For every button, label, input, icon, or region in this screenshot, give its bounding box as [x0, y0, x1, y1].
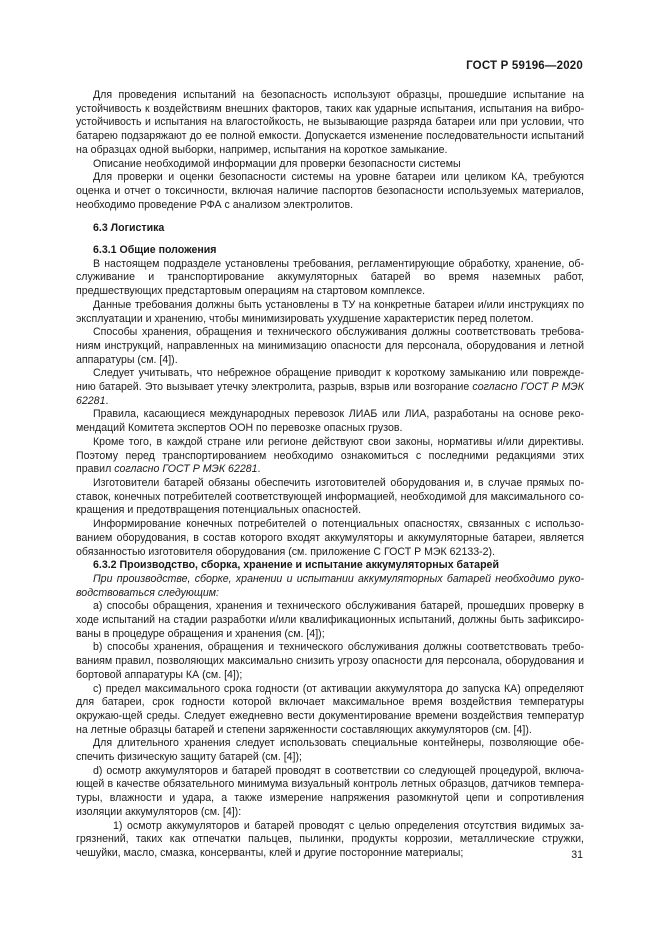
- paragraph-manufacturer-duties: Изготовители батарей обязаны обеспечить изготовителей оборудования и, в случае прямых по-ставок, конечных потребителей соответствующей информацией, необходимой для максимального со-кращения и предотвращения потенциальных опасностей.: [76, 476, 584, 517]
- text-run: Кроме того, в каждой стране или регионе действуют свои законы, нормативы и/или директивы. Поэтому перед транспортированием необходимо ознакомиться с последними редакциями этих правил: [76, 435, 584, 476]
- text-run: .: [257, 463, 261, 476]
- paragraph-info-description: Описание необходимой информации для проверки безопасности системы: [93, 157, 461, 170]
- paragraph-test-samples: Для проведения испытаний на безопасность используют образцы, прошедшие испытание на устойчивость к воздействиям внешних факторов, таких как ударные испытания, испытания на вибро-устойчивость и испытания на влагостойкость, не вызывающие разряда батареи или при условии, что батарею подзаряжают до ее полной емкости. Допускается изменение последовательности испытаний на образцах одной выборки, например, испытания на короткое замыкание.: [76, 89, 584, 156]
- paragraph-international-rules: Правила, касающиеся международных перевозок ЛИАБ или ЛИА, разработаны на основе реко-мендаций Комитета экспертов ООН по перевозке опасных грузов.: [76, 408, 584, 435]
- text-run: .: [105, 394, 109, 407]
- standard-reference: согласно ГОСТ Р МЭК 62281: [76, 381, 584, 407]
- list-item-b: b) способы хранения, обращения и технического обслуживания должны соответствовать требо-ваниям правил, позволяющих максимально снизить угрозу опасности для персонала, оборудования и бортовой аппаратуры КА (см. [4]);: [76, 641, 584, 681]
- list-item-c: с) предел максимального срока годности (от активации аккумулятора до запуска КА) определяют для батареи, срок годности которой включает максимальное время воздействия температуры окружаю-щей среды. Следует ежедневно вести документирование времени воздействия температур на летные образцы батарей и степени заряженности составляющих аккумуляторов (см. [4]).: [76, 682, 584, 736]
- list-item-d1: 1) осмотр аккумуляторов и батарей проводят с целью определения отсутствия видимых за-грязнений, таких как отпечатки пальцев, пылинки, продукты коррозии, металлические стружки, чешуйки, масло, смазка, консерванты, клей и другие посторонние материалы;: [76, 819, 584, 859]
- document-body: [76, 89, 584, 861]
- page-number: 31: [571, 849, 583, 861]
- paragraph-guidance-intro: При производстве, сборке, хранении и испытании аккумуляторных батарей необходимо руко-водствоваться следующим:: [76, 572, 584, 599]
- list-item-d: d) осмотр аккумуляторов и батарей проводят в соответствии со следующей процедурой, включа-ющей в качестве обязательного минимума визуальный контроль летных образцов, датчиков темпера-туры, влажности и удара, а также измерение напряжения разомкнутой цепи и сопротивления изоляции аккумуляторов (см. [4]):: [76, 764, 584, 818]
- subsection-heading-general: 6.3.1 Общие положения: [93, 244, 217, 257]
- section-heading-logistics: 6.3 Логистика: [93, 222, 165, 235]
- paragraph-storage-methods: Способы хранения, обращения и технического обслуживания должны соответствовать требова-ниям инструкций, направленных на минимизацию опасности для персонала, оборудования и летной аппаратуры (см. [4]).: [76, 326, 584, 366]
- text-run: Следует учитывать, что небрежное обращение приводит к короткому замыканию или поврежде-нию батарей. Это вызывает утечку электролита, разрыв, взрыв или возгорание: [76, 367, 584, 394]
- paragraph-requirements: Данные требования должны быть установлены в ТУ на конкретные батареи и/или инструкциях по эксплуатации и хранению, чтобы минимизировать ухудшение характеристик перед полетом.: [76, 298, 584, 325]
- paragraph-national-laws: [76, 436, 584, 477]
- list-item-a: а) способы обращения, хранения и технического обслуживания батарей, прошедших проверку в ходе испытаний на стадии разработки и/или квалификационных испытаний, должны быть зафиксиро-ваны в процедуре обращения и хранения (см. [4]);: [76, 600, 584, 640]
- paragraph-safety-check: Для проверки и оценки безопасности системы на уровне батареи или целиком КА, требуются оценка и отчет о токсичности, включая наличие паспортов безопасности используемых материалов, необходимо проведение РФА с анализом электролитов.: [76, 171, 584, 211]
- paragraph-scope: В настоящем подразделе установлены требования, регламентирующие обработку, хранение, об-служивание и транспортирование аккумуляторных батарей во время наземных работ, предшествующих предстартовым операциям на стартовом комплексе.: [76, 257, 584, 298]
- subsection-heading-production: 6.3.2 Производство, сборка, хранение и испытание аккумуляторных батарей: [93, 559, 499, 572]
- standard-header: ГОСТ Р 59196—2020: [466, 60, 583, 72]
- paragraph-careless-handling: [76, 367, 584, 408]
- paragraph-long-storage: Для длительного хранения следует использовать специальные контейнеры, позволяющие обе-спечить физическую защиту батарей (см. [4]);: [76, 737, 584, 764]
- standard-reference: согласно ГОСТ Р МЭК 62281: [114, 463, 258, 476]
- paragraph-user-information: Информирование конечных потребителей о потенциальных опасностях, связанных с использо-ванием оборудования, в состав которого входят аккумуляторы и аккумуляторные батареи, является обязанностью изготовителя оборудования (см. приложение С ГОСТ Р МЭК 62133-2).: [76, 518, 584, 558]
